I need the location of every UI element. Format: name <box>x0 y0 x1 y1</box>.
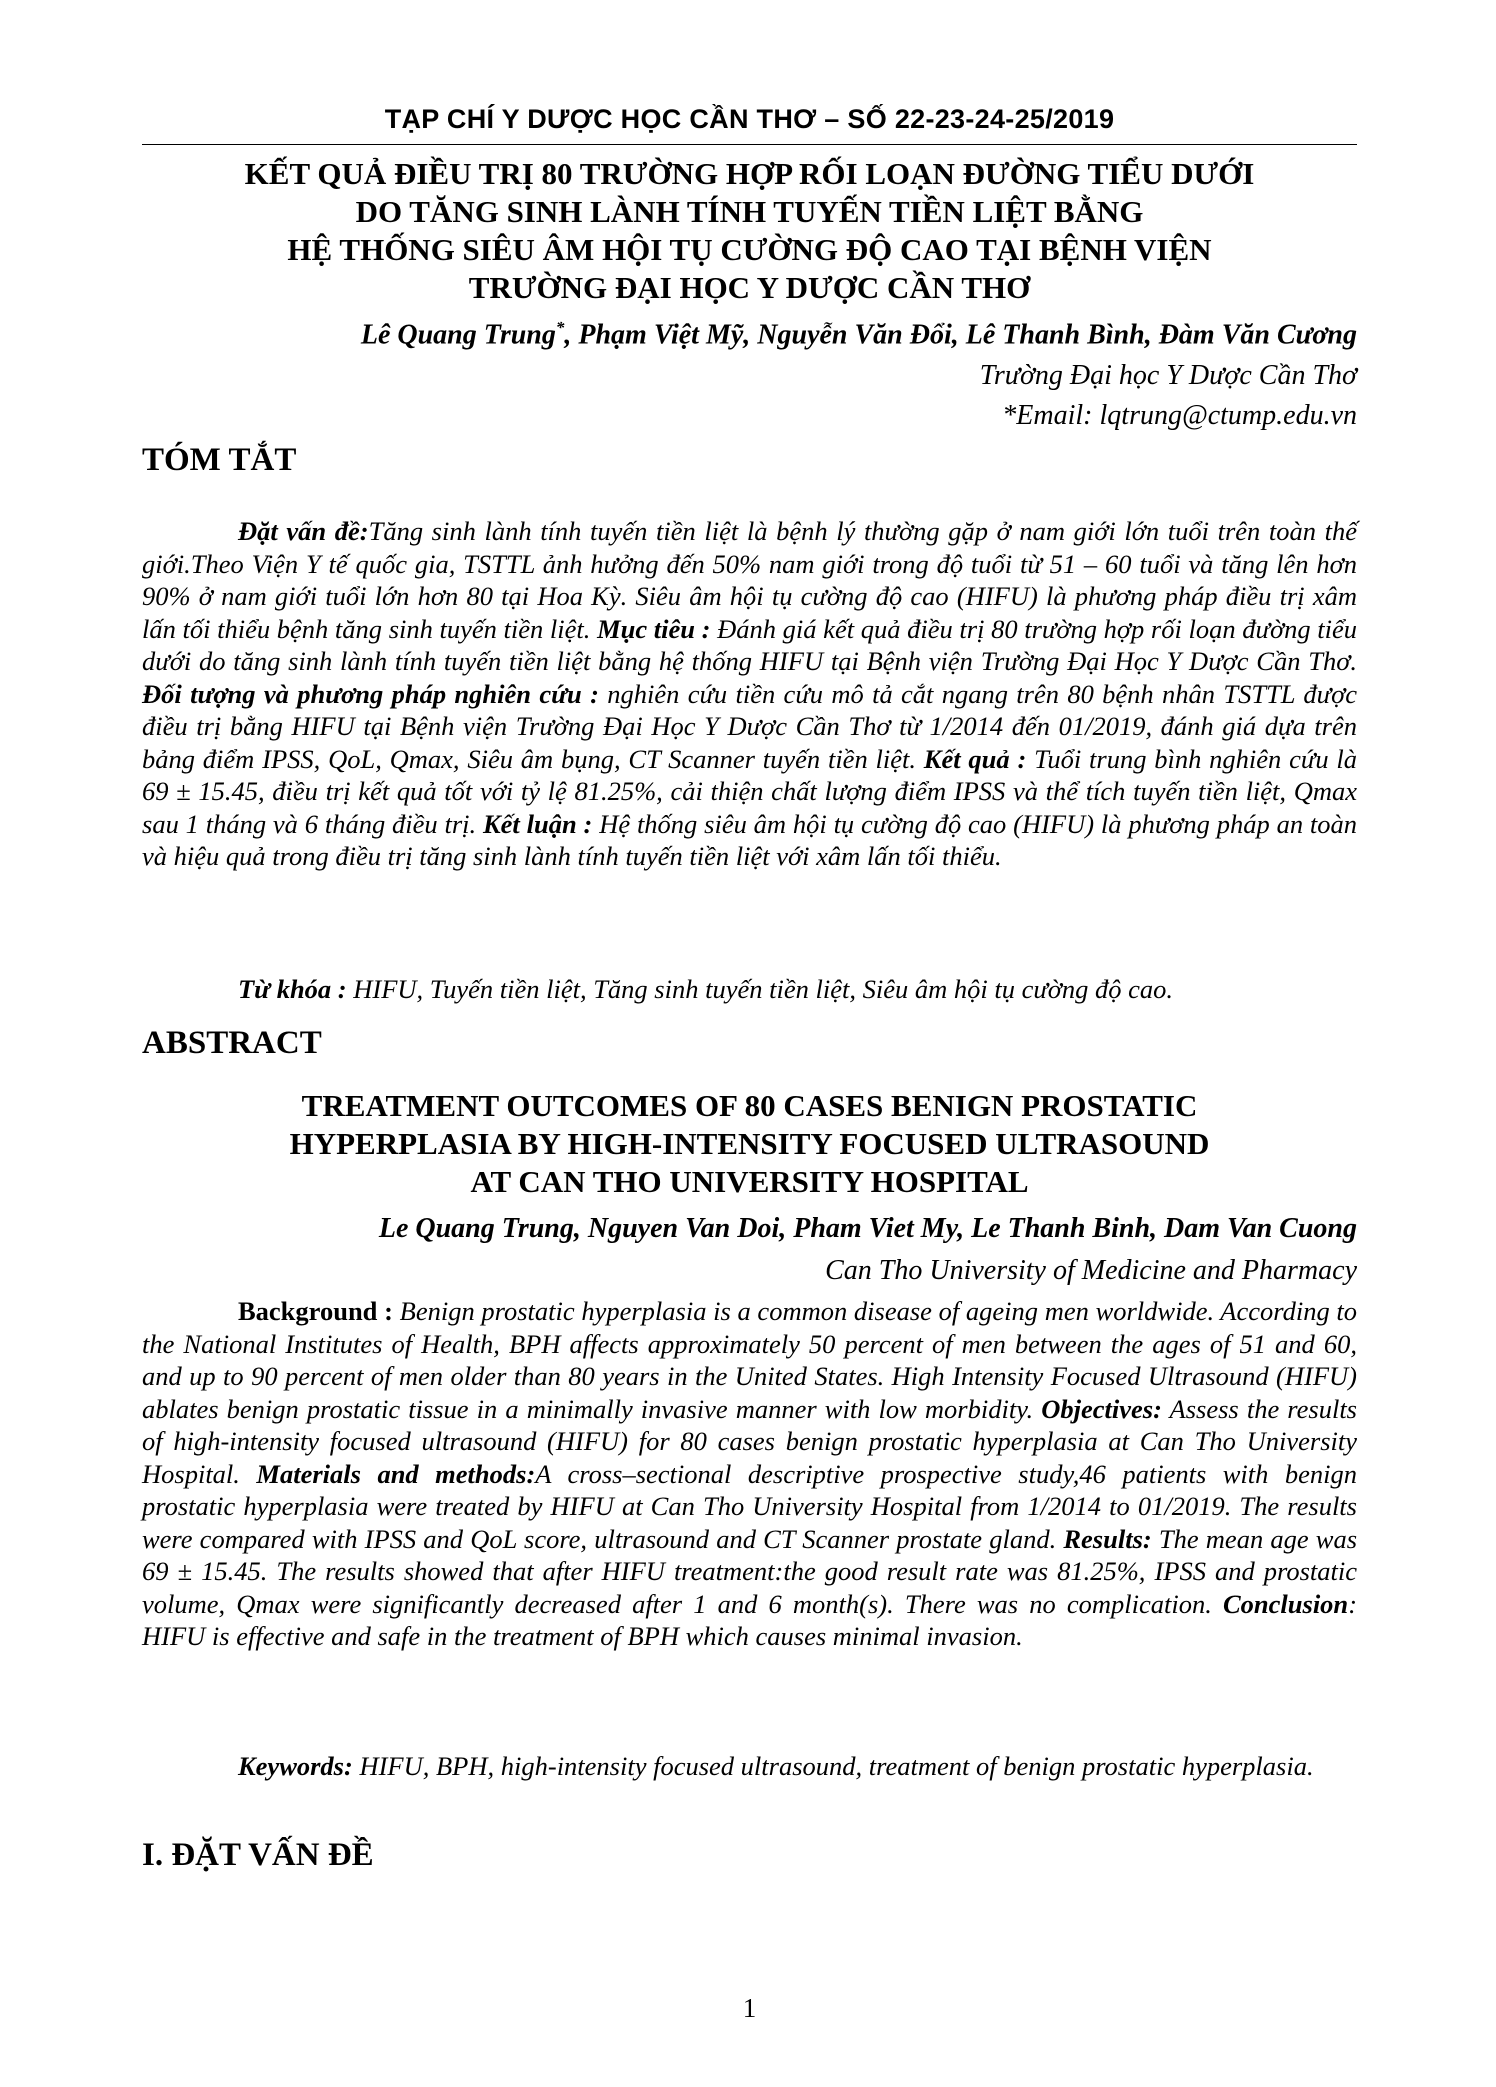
conclusion-label: Kết luận : <box>483 808 593 839</box>
english-title-line: HYPERPLASIA BY HIGH-INTENSITY FOCUSED ULTRASOUND <box>289 1126 1210 1161</box>
objective-text: Đánh giá kết quả điều trị 80 trường hợp rối loạn đường tiểu dưới do tăng sinh lành tính tuyến tiền liệt bằng hệ thống HIFU tại Bệnh viện Trường Đại Học Y Dược Cần Thơ. <box>142 613 1357 676</box>
methods-text: nghiên cứu tiền cứu mô tả cắt ngang trên 80 bệnh nhân TSTTL được điều trị bằng HIFU tại Bệnh viện Trường Đại Học Y Dược Cần Thơ từ 1/2014 đến 01/2019, đánh giá dựa trên bảng điểm IPSS, QoL, Qmax, Siêu âm bụng, CT Scanner tuyến tiền liệt. <box>142 678 1358 774</box>
keywords-label: Từ khóa : <box>238 974 347 1004</box>
vietnamese-title-line: DO TĂNG SINH LÀNH TÍNH TUYẾN TIỀN LIỆT BẰNG <box>355 194 1144 229</box>
vietnamese-title-line: TRƯỜNG ĐẠI HỌC Y DƯỢC CẦN THƠ <box>468 270 1031 305</box>
vietnamese-affiliation: Trường Đại học Y Dược Cần Thơ <box>979 360 1357 391</box>
english-authors: Le Quang Trung, Nguyen Van Doi, Pham Viet My, Le Thanh Binh, Dam Van Cuong <box>378 1213 1357 1244</box>
results-text: Tuổi trung bình nghiên cứu là 69 ± 15.45, điều trị kết quả tốt với tỷ lệ 81.25%, cải thiện chất lượng điểm IPSS và thể tích tuyến tiền liệt, Qmax sau 1 tháng và 6 tháng điều trị. <box>142 743 1357 839</box>
header-rule <box>142 144 1357 145</box>
journal-header: TẠP CHÍ Y DƯỢC HỌC CẦN THƠ – SỐ 22-23-24-25/2019 <box>384 104 1115 134</box>
corresponding-author-mark: * <box>555 318 565 337</box>
objectives-label: Objectives: <box>1041 1393 1162 1424</box>
corresponding-author: Lê Quang Trung <box>360 319 556 351</box>
english-title <box>142 1087 1357 1201</box>
vietnamese-title-line: HỆ THỐNG SIÊU ÂM HỘI TỤ CƯỜNG ĐỘ CAO TẠI BỆNH VIỆN <box>287 232 1212 267</box>
abstract-heading: ABSTRACT <box>142 1025 322 1061</box>
page-number: 1 <box>742 1993 757 2023</box>
co-authors: , Phạm Việt Mỹ, Nguyễn Văn Đổi, Lê Thanh Bình, Đàm Văn Cương <box>564 319 1357 351</box>
english-affiliation: Can Tho University of Medicine and Pharmacy <box>825 1255 1357 1286</box>
vietnamese-summary-paragraph <box>142 515 1357 873</box>
background-label: Đặt vấn đề: <box>238 516 369 546</box>
keywords-text: HIFU, BPH, high-intensity focused ultrasound, treatment of benign prostatic hyperplasia. <box>359 1751 1314 1781</box>
background-text: Benign prostatic hyperplasia is a common disease of ageing men worldwide. According to the National Institutes of Health, BPH affects approximately 50 percent of men between the ages of 51 and 60, and up to 90 percent of men older than 80 years in the United States. High Intensity Focused Ultrasound (HIFU) ablates benign prostatic tissue in a minimally invasive manner with low morbidity. <box>142 1296 1358 1424</box>
background-text: Tăng sinh lành tính tuyến tiền liệt là bệnh lý thường gặp ở nam giới lớn tuổi trên toàn thế giới.Theo Viện Y tế quốc gia, TSTTL ảnh hưởng đến 50% nam giới trong độ tuổi từ 51 – 60 tuổi và tăng lên hơn 90% ở nam giới tuổi lớn hơn 80 tại Hoa Kỳ. Siêu âm hội tụ cường độ cao (HIFU) là phương pháp điều trị xâm lấn tối thiểu bệnh tăng sinh tuyến tiền liệt. <box>142 516 1357 644</box>
objectives-text: Assess the results of high-intensity focused ultrasound (HIFU) for 80 cases benign prostatic hyperplasia at Can Tho University Hospital. <box>142 1393 1357 1489</box>
summary-heading: TÓM TẮT <box>142 442 297 478</box>
keywords-label: Keywords: <box>238 1751 353 1781</box>
conclusion-text: : HIFU is effective and safe in the treatment of BPH which causes minimal invasion. <box>142 1588 1358 1651</box>
objective-label: Mục tiêu : <box>597 613 711 644</box>
english-keywords <box>142 1750 1357 1783</box>
english-title-line: TREATMENT OUTCOMES OF 80 CASES BENIGN PROSTATIC <box>301 1088 1198 1123</box>
vietnamese-title-line: KẾT QUẢ ĐIỀU TRỊ 80 TRƯỜNG HỢP RỐI LOẠN ĐƯỜNG TIỂU DƯỚI <box>244 156 1255 191</box>
conclusion-text: Hệ thống siêu âm hội tụ cường độ cao (HIFU) là phương pháp an toàn và hiệu quả trong điều trị tăng sinh lành tính tuyến tiền liệt với xâm lấn tối thiểu. <box>142 808 1358 871</box>
results-label: Results: <box>1063 1523 1152 1554</box>
vietnamese-authors <box>361 318 1357 351</box>
english-abstract-paragraph <box>142 1295 1357 1653</box>
methods-label: Materials and methods: <box>256 1458 536 1489</box>
results-label: Kết quả : <box>923 743 1027 774</box>
vietnamese-title <box>142 155 1357 307</box>
paper-page <box>142 0 1357 2087</box>
vietnamese-keywords <box>142 973 1357 1006</box>
keywords-text: HIFU, Tuyến tiền liệt, Tăng sinh tuyến tiền liệt, Siêu âm hội tụ cường độ cao. <box>353 974 1174 1004</box>
methods-text: A cross–sectional descriptive prospective study,46 patients with benign prostatic hyperplasia were treated by HIFU at Can Tho University Hospital from 1/2014 to 01/2019. The results were compared with IPSS and QoL score, ultrasound and CT Scanner prostate gland. <box>142 1458 1358 1554</box>
section-heading-introduction: I. ĐẶT VẤN ĐỀ <box>142 1837 374 1873</box>
author-email: *Email: lqtrung@ctump.edu.vn <box>1002 400 1357 431</box>
methods-label: Đối tượng và phương pháp nghiên cứu : <box>142 678 599 709</box>
conclusion-label: Conclusion <box>1222 1588 1349 1619</box>
english-title-line: AT CAN THO UNIVERSITY HOSPITAL <box>470 1164 1029 1199</box>
results-text: The mean age was 69 ± 15.45. The results showed that after HIFU treatment:the good result rate was 81.25%, IPSS and prostatic volume, Qmax were significantly decreased after 1 and 6 month(s). There was no complication. <box>142 1523 1358 1619</box>
background-label: Background : <box>238 1296 393 1326</box>
